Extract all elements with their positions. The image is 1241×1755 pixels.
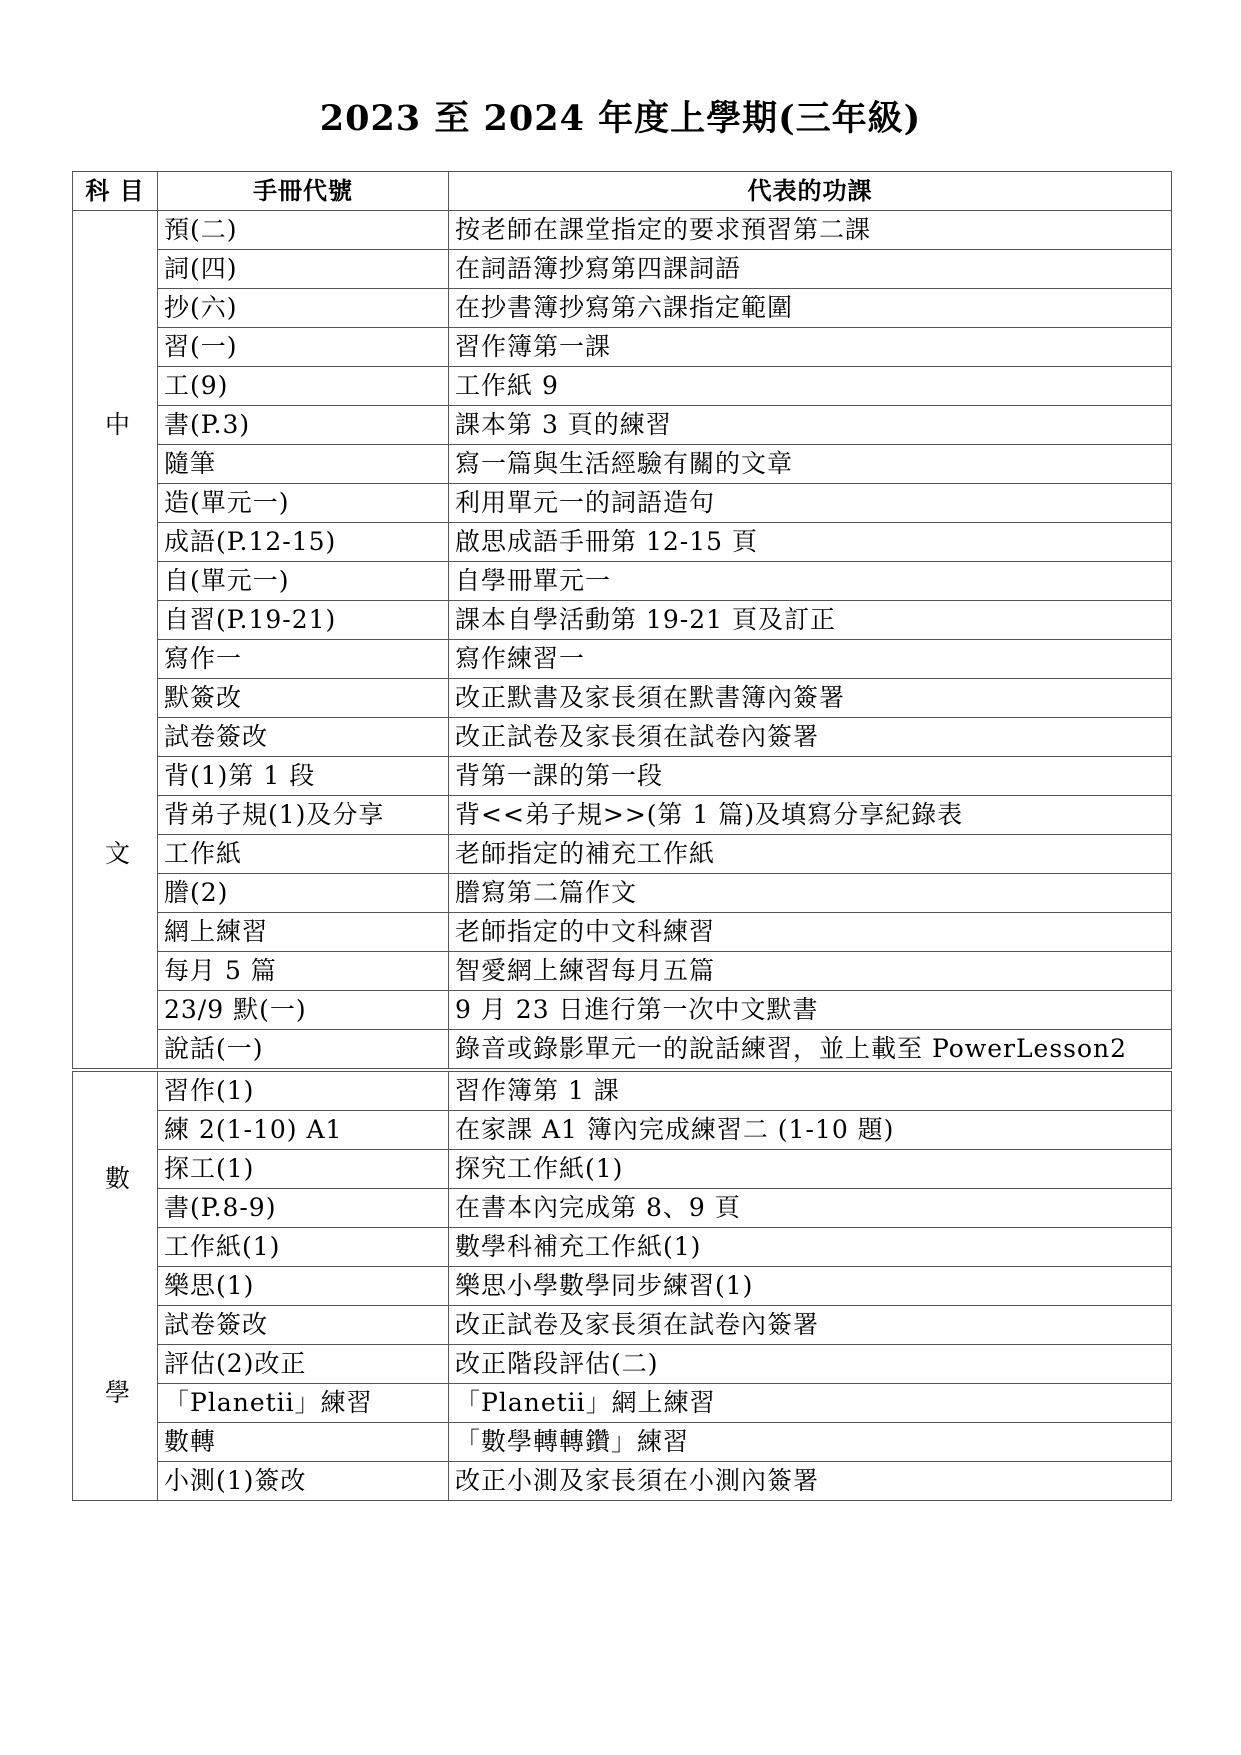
code-cell: 「Planetii」練習 [158,1384,449,1423]
table-row [73,757,1172,796]
description-cell: 改正試卷及家長須在試卷內簽署 [449,1306,1172,1345]
description-cell: 數學科補充工作紙(1) [449,1228,1172,1267]
description-cell: 工作紙 9 [449,367,1172,406]
description-cell: 「數學轉轉鑽」練習 [449,1423,1172,1462]
code-cell: 數轉 [158,1423,449,1462]
table-row [73,913,1172,952]
description-cell: 「Planetii」網上練習 [449,1384,1172,1423]
description-cell: 在抄書簿抄寫第六課指定範圍 [449,289,1172,328]
table-row [73,601,1172,640]
description-cell: 老師指定的中文科練習 [449,913,1172,952]
description-cell: 寫一篇與生活經驗有關的文章 [449,445,1172,484]
page-title: 2023 至 2024 年度上學期(三年級) [319,98,922,139]
description-cell: 9 月 23 日進行第一次中文默書 [449,991,1172,1030]
code-cell: 試卷簽改 [158,1306,449,1345]
header-code: 手冊代號 [158,172,449,211]
table-row [73,991,1172,1030]
code-cell: 書(P.8-9) [158,1189,449,1228]
table-row [73,1384,1172,1423]
code-cell: 背(1)第 1 段 [158,757,449,796]
code-cell: 造(單元一) [158,484,449,523]
code-cell: 隨筆 [158,445,449,484]
code-cell: 網上練習 [158,913,449,952]
code-cell: 習作(1) [158,1070,449,1111]
table-row [73,445,1172,484]
table-row [73,289,1172,328]
description-cell: 改正默書及家長須在默書簿內簽署 [449,679,1172,718]
subject-label-char: 學 [104,1378,131,1407]
table-row [73,211,1172,250]
table-header-row [73,172,1172,211]
table-row [73,562,1172,601]
code-cell: 探工(1) [158,1150,449,1189]
description-cell: 改正小測及家長須在小測內簽署 [449,1462,1172,1501]
description-cell: 改正階段評估(二) [449,1345,1172,1384]
code-cell: 每月 5 篇 [158,952,449,991]
table-row [73,328,1172,367]
table-row [73,835,1172,874]
code-cell: 謄(2) [158,874,449,913]
table-row [73,1070,1172,1111]
code-cell: 小測(1)簽改 [158,1462,449,1501]
homework-code-table [72,171,1172,1501]
code-cell: 試卷簽改 [158,718,449,757]
code-cell: 說話(一) [158,1030,449,1071]
table-row [73,1423,1172,1462]
description-cell: 在家課 A1 簿內完成練習二 (1-10 題) [449,1111,1172,1150]
code-cell: 23/9 默(一) [158,991,449,1030]
code-cell: 工作紙 [158,835,449,874]
table-row [73,796,1172,835]
code-cell: 樂思(1) [158,1267,449,1306]
description-cell: 在書本內完成第 8、9 頁 [449,1189,1172,1228]
code-cell: 工作紙(1) [158,1228,449,1267]
code-cell: 評估(2)改正 [158,1345,449,1384]
subject-label-char: 數 [104,1164,131,1193]
subject-cell-chinese [73,211,158,1071]
description-cell: 啟思成語手冊第 12-15 頁 [449,523,1172,562]
code-cell: 抄(六) [158,289,449,328]
table-row [73,1462,1172,1501]
table-row [73,1267,1172,1306]
table-row [73,1030,1172,1071]
description-cell: 智愛網上練習每月五篇 [449,952,1172,991]
table-row [73,484,1172,523]
description-cell: 背<<弟子規>>(第 1 篇)及填寫分享紀錄表 [449,796,1172,835]
table-row [73,718,1172,757]
description-cell: 在詞語簿抄寫第四課詞語 [449,250,1172,289]
table-row [73,367,1172,406]
code-cell: 自習(P.19-21) [158,601,449,640]
table-row [73,1189,1172,1228]
code-cell: 練 2(1-10) A1 [158,1111,449,1150]
table-row [73,1306,1172,1345]
table-row [73,1345,1172,1384]
description-cell: 探究工作紙(1) [449,1150,1172,1189]
description-cell: 課本自學活動第 19-21 頁及訂正 [449,601,1172,640]
table-row [73,523,1172,562]
table-row [73,1111,1172,1150]
code-cell: 書(P.3) [158,406,449,445]
table-body [73,211,1172,1501]
code-cell: 工(9) [158,367,449,406]
table-row [73,250,1172,289]
subject-label-char: 文 [104,838,131,868]
description-cell: 改正試卷及家長須在試卷內簽署 [449,718,1172,757]
code-cell: 寫作一 [158,640,449,679]
table-row [73,406,1172,445]
code-cell: 預(二) [158,211,449,250]
description-cell: 利用單元一的詞語造句 [449,484,1172,523]
subject-label-char: 中 [104,410,131,440]
description-cell: 按老師在課堂指定的要求預習第二課 [449,211,1172,250]
description-cell: 課本第 3 頁的練習 [449,406,1172,445]
description-cell: 寫作練習一 [449,640,1172,679]
table-row [73,679,1172,718]
description-cell: 謄寫第二篇作文 [449,874,1172,913]
description-cell: 習作簿第 1 課 [449,1070,1172,1111]
code-cell: 成語(P.12-15) [158,523,449,562]
table-row [73,640,1172,679]
table-row [73,874,1172,913]
description-cell: 錄音或錄影單元一的說話練習，並上載至 PowerLesson2 [449,1030,1172,1071]
description-cell: 樂思小學數學同步練習(1) [449,1267,1172,1306]
description-cell: 習作簿第一課 [449,328,1172,367]
description-cell: 背第一課的第一段 [449,757,1172,796]
code-cell: 默簽改 [158,679,449,718]
description-cell: 自學冊單元一 [449,562,1172,601]
description-cell: 老師指定的補充工作紙 [449,835,1172,874]
code-cell: 自(單元一) [158,562,449,601]
code-cell: 詞(四) [158,250,449,289]
subject-cell-math [73,1070,158,1501]
table-row [73,1150,1172,1189]
code-cell: 習(一) [158,328,449,367]
header-subject: 科 目 [73,172,158,211]
table-row [73,1228,1172,1267]
code-cell: 背弟子規(1)及分享 [158,796,449,835]
header-description: 代表的功課 [449,172,1172,211]
table-row [73,952,1172,991]
